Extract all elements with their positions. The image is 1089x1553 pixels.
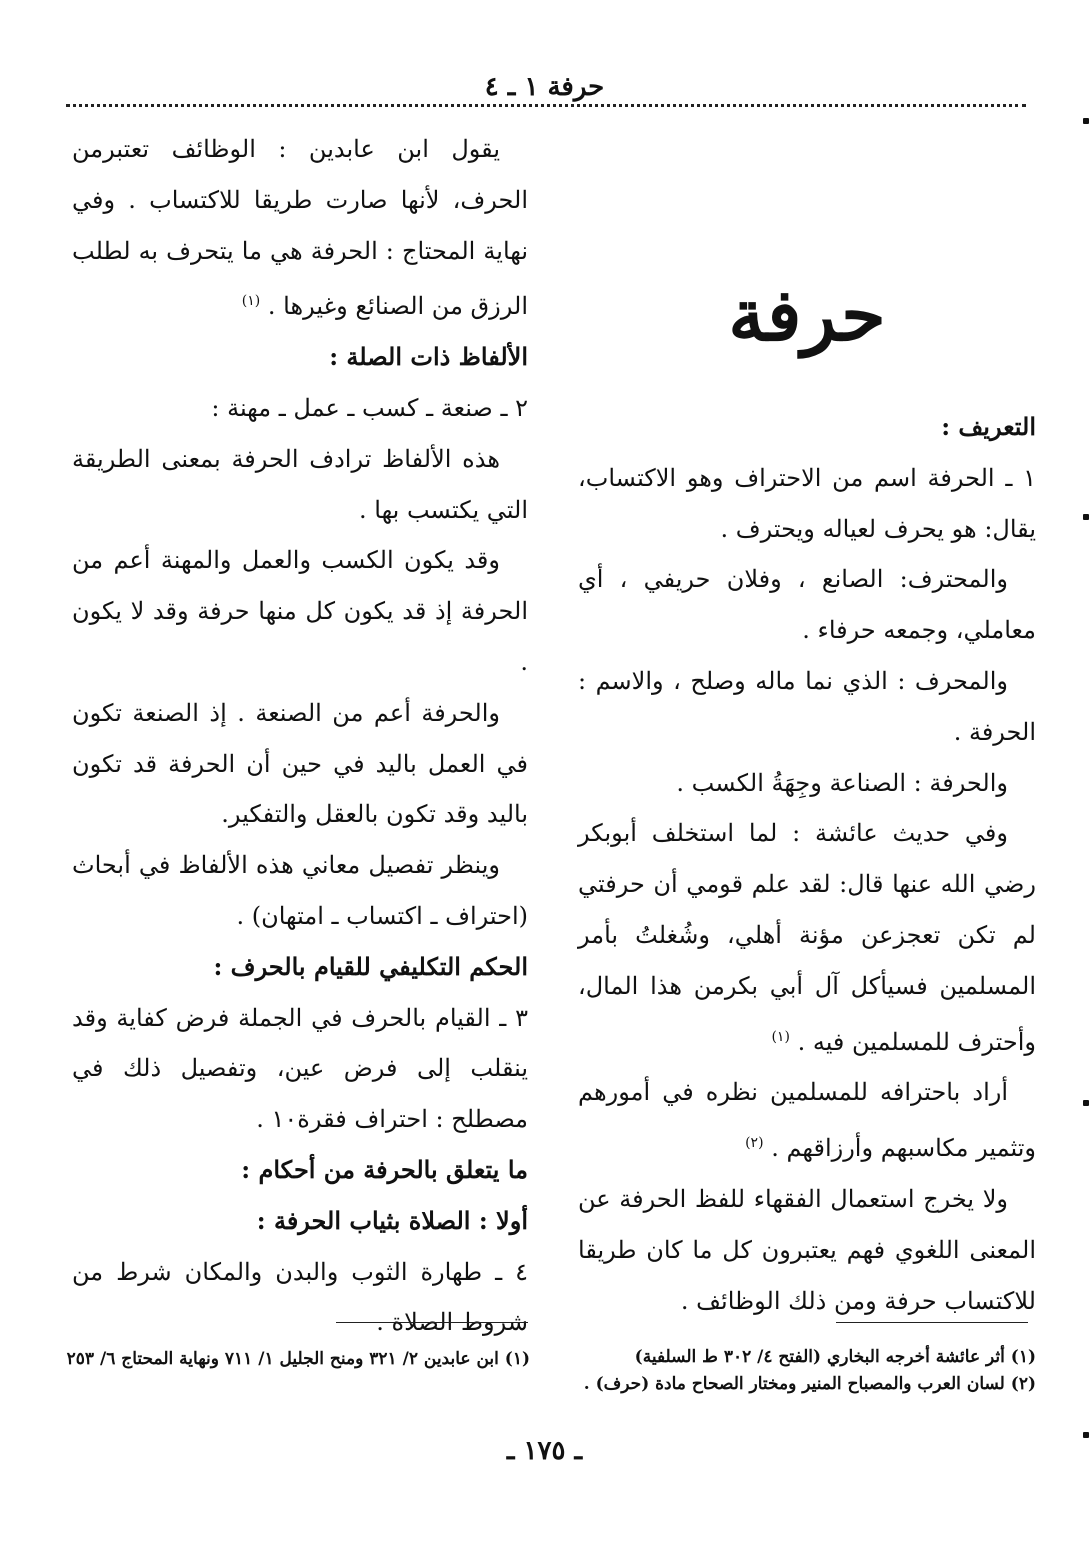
header-dotted-rule xyxy=(66,104,1026,107)
paragraph: وقد يكون الكسب والعمل والمهنة أعم من الحرفة إذ قد يكون كل منها حرفة وقد لا يكون . xyxy=(72,546,528,676)
right-column xyxy=(578,402,1036,1326)
footnote-rule-right xyxy=(836,1322,1028,1323)
running-header: حرفة ١ ـ ٤ xyxy=(484,72,605,102)
footnotes-right xyxy=(578,1344,1036,1398)
page-number: ـ ١٧٥ ـ xyxy=(506,1436,583,1466)
footnote-ref: (٢) xyxy=(745,1135,764,1152)
paragraph: ١ ـ الحرفة اسم من الاحتراف وهو الاكتساب، يقال: هو يحرف لعياله ويحترف . xyxy=(578,463,1036,543)
section-heading-definition: التعريف : xyxy=(941,412,1036,441)
scan-edge-mark xyxy=(1083,1100,1089,1106)
paragraph: والمحترف: الصانع ، وفلان حريفي ، أي معاملي، وجمعه حرفاء . xyxy=(578,565,1036,645)
entry-title: حرفة xyxy=(728,272,886,357)
footnote-ref: (١) xyxy=(771,1028,790,1045)
paragraph: وينظر تفصيل معاني هذه الألفاظ في أبحاث (احتراف ـ اكتساب ـ امتهان) . xyxy=(72,851,528,930)
subheading: ٢ ـ صنعة ـ كسب ـ عمل ـ مهنة : xyxy=(211,393,528,422)
paragraph-text: يقول ابن عابدين : الوظائف تعتبرمن الحرف، لأنها صارت طريقا للاكتساب . وفي نهاية المحتاج : الحرفة هي ما يتحرف به لطلب الرزق من الصنائع وغيرها . xyxy=(72,135,528,321)
section-heading-rulings: ما يتعلق بالحرفة من أحكام : xyxy=(241,1154,528,1184)
footnote: (١) أثر عائشة أخرجه البخاري (الفتح ٤/ ٣٠٢ ط السلفية) xyxy=(634,1347,1036,1367)
paragraph xyxy=(72,124,528,332)
footnote: (٢) لسان العرب والمصباح المنير ومختار الصحاح مادة (حرف) . xyxy=(583,1374,1036,1394)
footnote: (١) ابن عابدين ٢/ ٣٢١ ومنح الجليل ١/ ٧١١ ونهاية المحتاج ٦/ ٢٥٣ xyxy=(66,1349,530,1369)
section-heading-prayer: أولا : الصلاة بثياب الحرفة : xyxy=(256,1205,528,1235)
footnotes-left xyxy=(60,1346,530,1373)
scan-edge-mark xyxy=(1083,118,1089,124)
paragraph-hadith xyxy=(578,808,1036,1067)
paragraph: ولا يخرج استعمال الفقهاء للفظ الحرفة عن المعنى اللغوي فهم يعتبرون كل ما كان طريقا للاكتساب حرفة ومن ذلك الوظائف . xyxy=(578,1184,1036,1315)
footnote-ref: (١) xyxy=(241,293,261,310)
scan-edge-mark xyxy=(1083,514,1089,520)
paragraph-text: وفي حديث عائشة : لما استخلف أبوبكر رضي الله عنها قال: لقد علم قومي أن حرفتي لم تكن تعجزعن مؤنة أهلي، وشُغلتُ بأمر المسلمين فسيأكل آل أبي بكرمن هذا المال، وأحترف للمسلمين فيه . xyxy=(578,819,1036,1056)
section-heading-related-terms: الألفاظ ذات الصلة : xyxy=(329,342,528,372)
paragraph xyxy=(578,1067,1036,1174)
paragraph: والحرفة أعم من الصنعة . إذ الصنعة تكون في العمل باليد في حين أن الحرفة قد تكون باليد وقد تكون بالعقل والتفكير. xyxy=(72,698,528,829)
left-column xyxy=(72,124,528,1348)
paragraph: والمحرف : الذي نما ماله وصلح ، والاسم : الحرفة . xyxy=(578,666,1036,746)
paragraph: ٤ ـ طهارة الثوب والبدن والمكان شرط من شروط الصلاة . xyxy=(72,1257,528,1337)
paragraph: هذه الألفاظ ترادف الحرفة بمعنى الطريقة التي يكتسب بها . xyxy=(72,444,528,524)
paragraph: ٣ ـ القيام بالحرف في الجملة فرض كفاية وقد ينقلب إلى فرض عين، وتفصيل ذلك في مصطلح : احتراف فقرة١٠ . xyxy=(72,1003,528,1134)
section-heading-ruling: الحكم التكليفي للقيام بالحرف : xyxy=(213,951,528,981)
footnote-rule-left xyxy=(336,1322,528,1323)
paragraph: والحرفة : الصناعة وجِهَةُ الكسب . xyxy=(676,768,1008,797)
paragraph-text: أراد باحترافه للمسلمين نظره في أمورهم وتثمير مكاسبهم وأرزاقهم . xyxy=(578,1078,1036,1163)
